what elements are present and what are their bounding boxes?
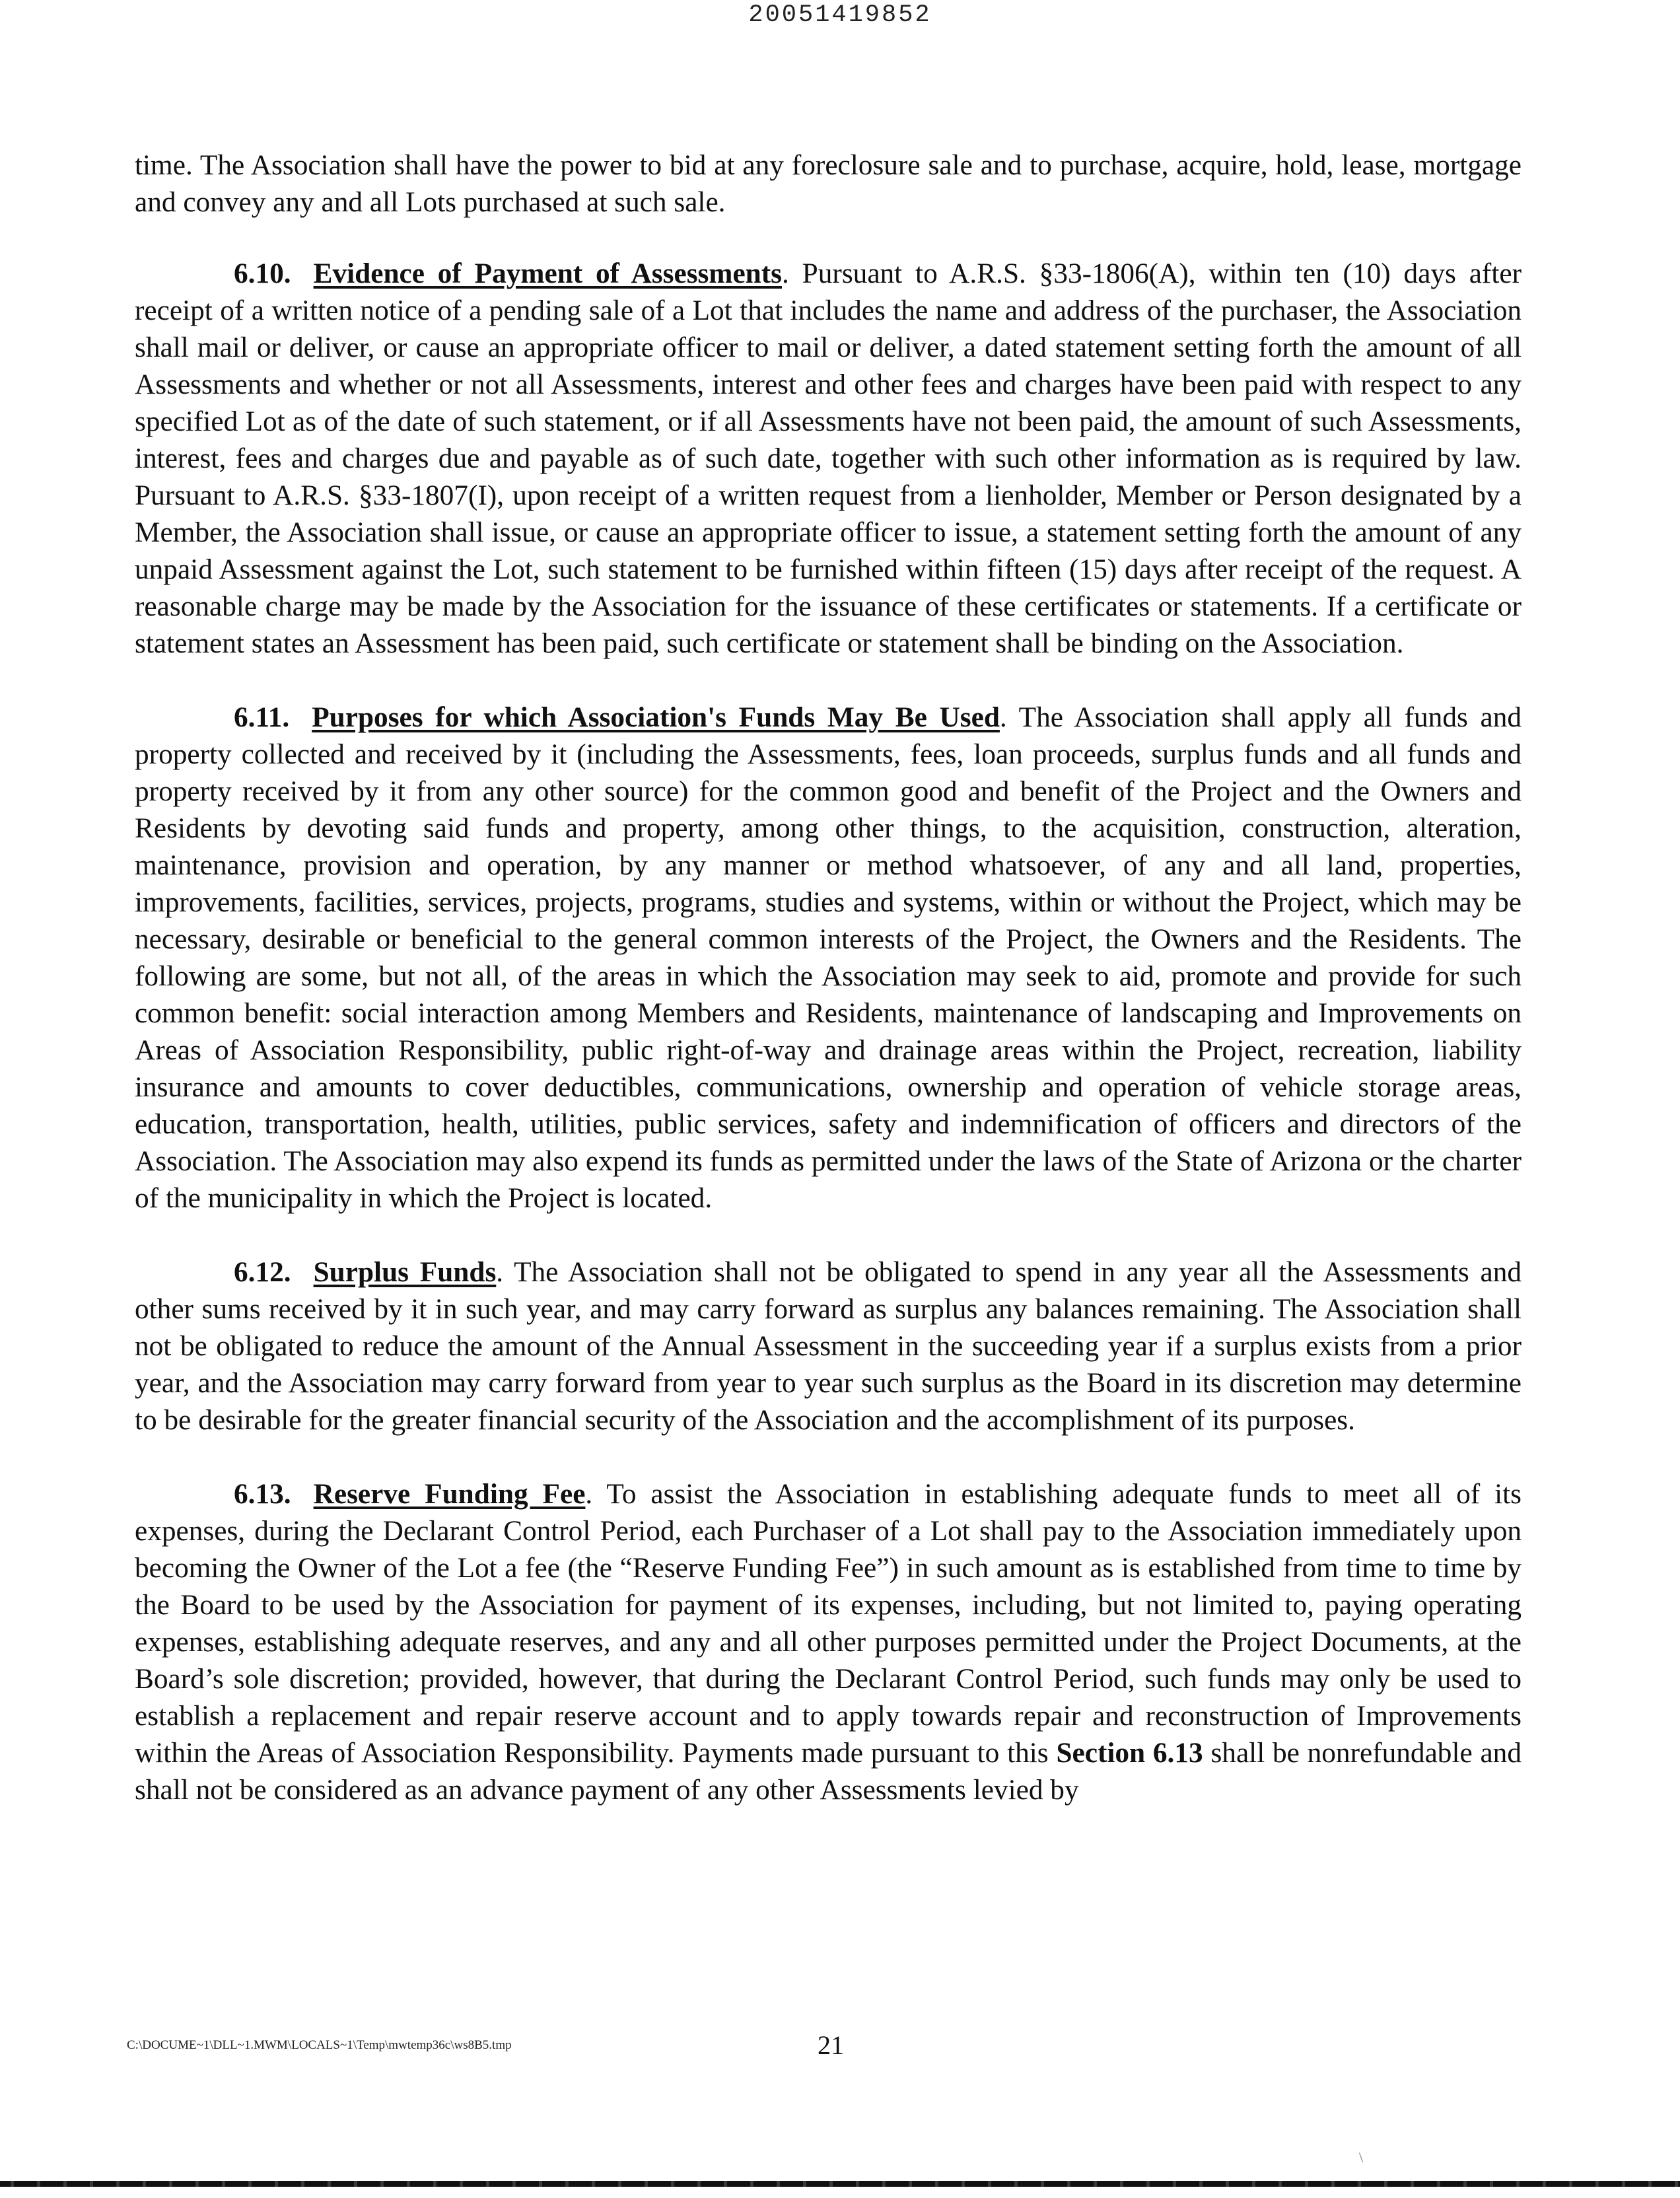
scan-edge-line bbox=[0, 2181, 1680, 2187]
section-6-11 bbox=[135, 699, 1522, 1217]
section-6-13 bbox=[135, 1475, 1522, 1808]
section-number: 6.12. bbox=[234, 1256, 291, 1288]
section-number: 6.10. bbox=[234, 258, 291, 289]
section-text: . The Association shall apply all funds and property collected and received by it (including the Assessments, fees, loan proceeds, surplus funds and all funds and property received by it from any other source) for the common good and benefit of the Project and the Owners and Residents by devoting said funds and property, among other things, to the acquisition, construction, alteration, maintenance, provision and operation, by any manner or method whatsoever, of any and all land, properties, improvements, facilities, services, projects, programs, studies and systems, within or without the Project, which may be necessary, desirable or beneficial to the general common interests of the Project, the Owners and the Residents. The following are some, but not all, of the areas in which the Association may seek to aid, promote and provide for such common benefit: social interaction among Members and Residents, maintenance of landscaping and Improvements on Areas of Association Responsibility, public right-of-way and drainage areas within the Project, recreation, liability insurance and amounts to cover deductibles, communications, ownership and operation of vehicle storage areas, education, transportation, health, utilities, public services, safety and indemnification of officers and directors of the Association. The Association may also expend its funds as permitted under the laws of the State of Arizona or the charter of the municipality in which the Project is located. bbox=[135, 701, 1522, 1214]
section-title: Evidence of Payment of Assessments bbox=[313, 258, 783, 289]
section-title: Surplus Funds bbox=[313, 1256, 497, 1288]
section-number: 6.13. bbox=[234, 1478, 291, 1510]
document-number: 20051419852 bbox=[748, 1, 932, 29]
section-title: Reserve Funding Fee bbox=[313, 1478, 586, 1510]
section-title: Purposes for which Association's Funds May Be Used bbox=[312, 701, 1000, 733]
footer-file-path: C:\DOCUME~1\DLL~1.MWM\LOCALS~1\Temp\mwtemp36c\ws8B5.tmp bbox=[127, 2038, 512, 2052]
section-text: . Pursuant to A.R.S. §33-1806(A), within ten (10) days after receipt of a written notice of a pending sale of a Lot that includes the name and address of the purchaser, the Association shall mail or deliver, or cause an appropriate officer to mail or deliver, a dated statement setting forth the amount of all Assessments and whether or not all Assessments, interest and other fees and charges have been paid with respect to any specified Lot as of the date of such statement, or if all Assessments have not been paid, the amount of such Assessments, interest, fees and charges due and payable as of such date, together with such other information as is required by law. Pursuant to A.R.S. §33-1807(I), upon receipt of a written request from a lienholder, Member or Person designated by a Member, the Association shall issue, or cause an appropriate officer to issue, a statement setting forth the amount of any unpaid Assessment against the Lot, such statement to be furnished within fifteen (15) days after receipt of the request. A reasonable charge may be made by the Association for the issuance of these certificates or statements. If a certificate or statement states an Assessment has been paid, such certificate or statement shall be binding on the Association. bbox=[135, 258, 1522, 659]
continuation-paragraph: time. The Association shall have the power to bid at any foreclosure sale and to purchase, acquire, hold, lease, mortgage and convey any and all Lots purchased at such sale. bbox=[135, 149, 1522, 218]
scan-mark: \ bbox=[1359, 2149, 1364, 2166]
section-reference: Section 6.13 bbox=[1056, 1737, 1203, 1769]
section-text: . To assist the Association in establishing adequate funds to meet all of its expenses, during the Declarant Control Period, each Purchaser of a Lot shall pay to the Association immediately upon becoming the Owner of the Lot a fee (the “Reserve Funding Fee”) in such amount as is established from time to time by the Board to be used by the Association for payment of its expenses, including, but not limited to, paying operating expenses, establishing adequate reserves, and any and all other purposes permitted under the Project Documents, at the Board’s sole discretion; provided, however, that during the Declarant Control Period, such funds may only be used to establish a replacement and repair reserve account and to apply towards repair and reconstruction of Improvements within the Areas of Association Responsibility. Payments made pursuant to this bbox=[135, 1478, 1522, 1769]
section-text: . The Association shall not be obligated to spend in any year all the Assessments and other sums received by it in such year, and may carry forward as surplus any balances remaining. The Association shall not be obligated to reduce the amount of the Annual Assessment in the succeeding year if a surplus exists from a prior year, and the Association may carry forward from year to year such surplus as the Board in its discretion may determine to be desirable for the greater financial security of the Association and the accomplishment of its purposes. bbox=[135, 1256, 1522, 1436]
section-6-10 bbox=[135, 255, 1522, 662]
section-6-12 bbox=[135, 1254, 1522, 1438]
page-number: 21 bbox=[818, 2030, 844, 2060]
section-number: 6.11. bbox=[234, 701, 290, 733]
section-text-continued: shall be nonrefundable and shall not be considered as an advance payment of any other Assessments levied by bbox=[135, 1737, 1522, 1806]
document-body bbox=[135, 147, 1522, 1845]
